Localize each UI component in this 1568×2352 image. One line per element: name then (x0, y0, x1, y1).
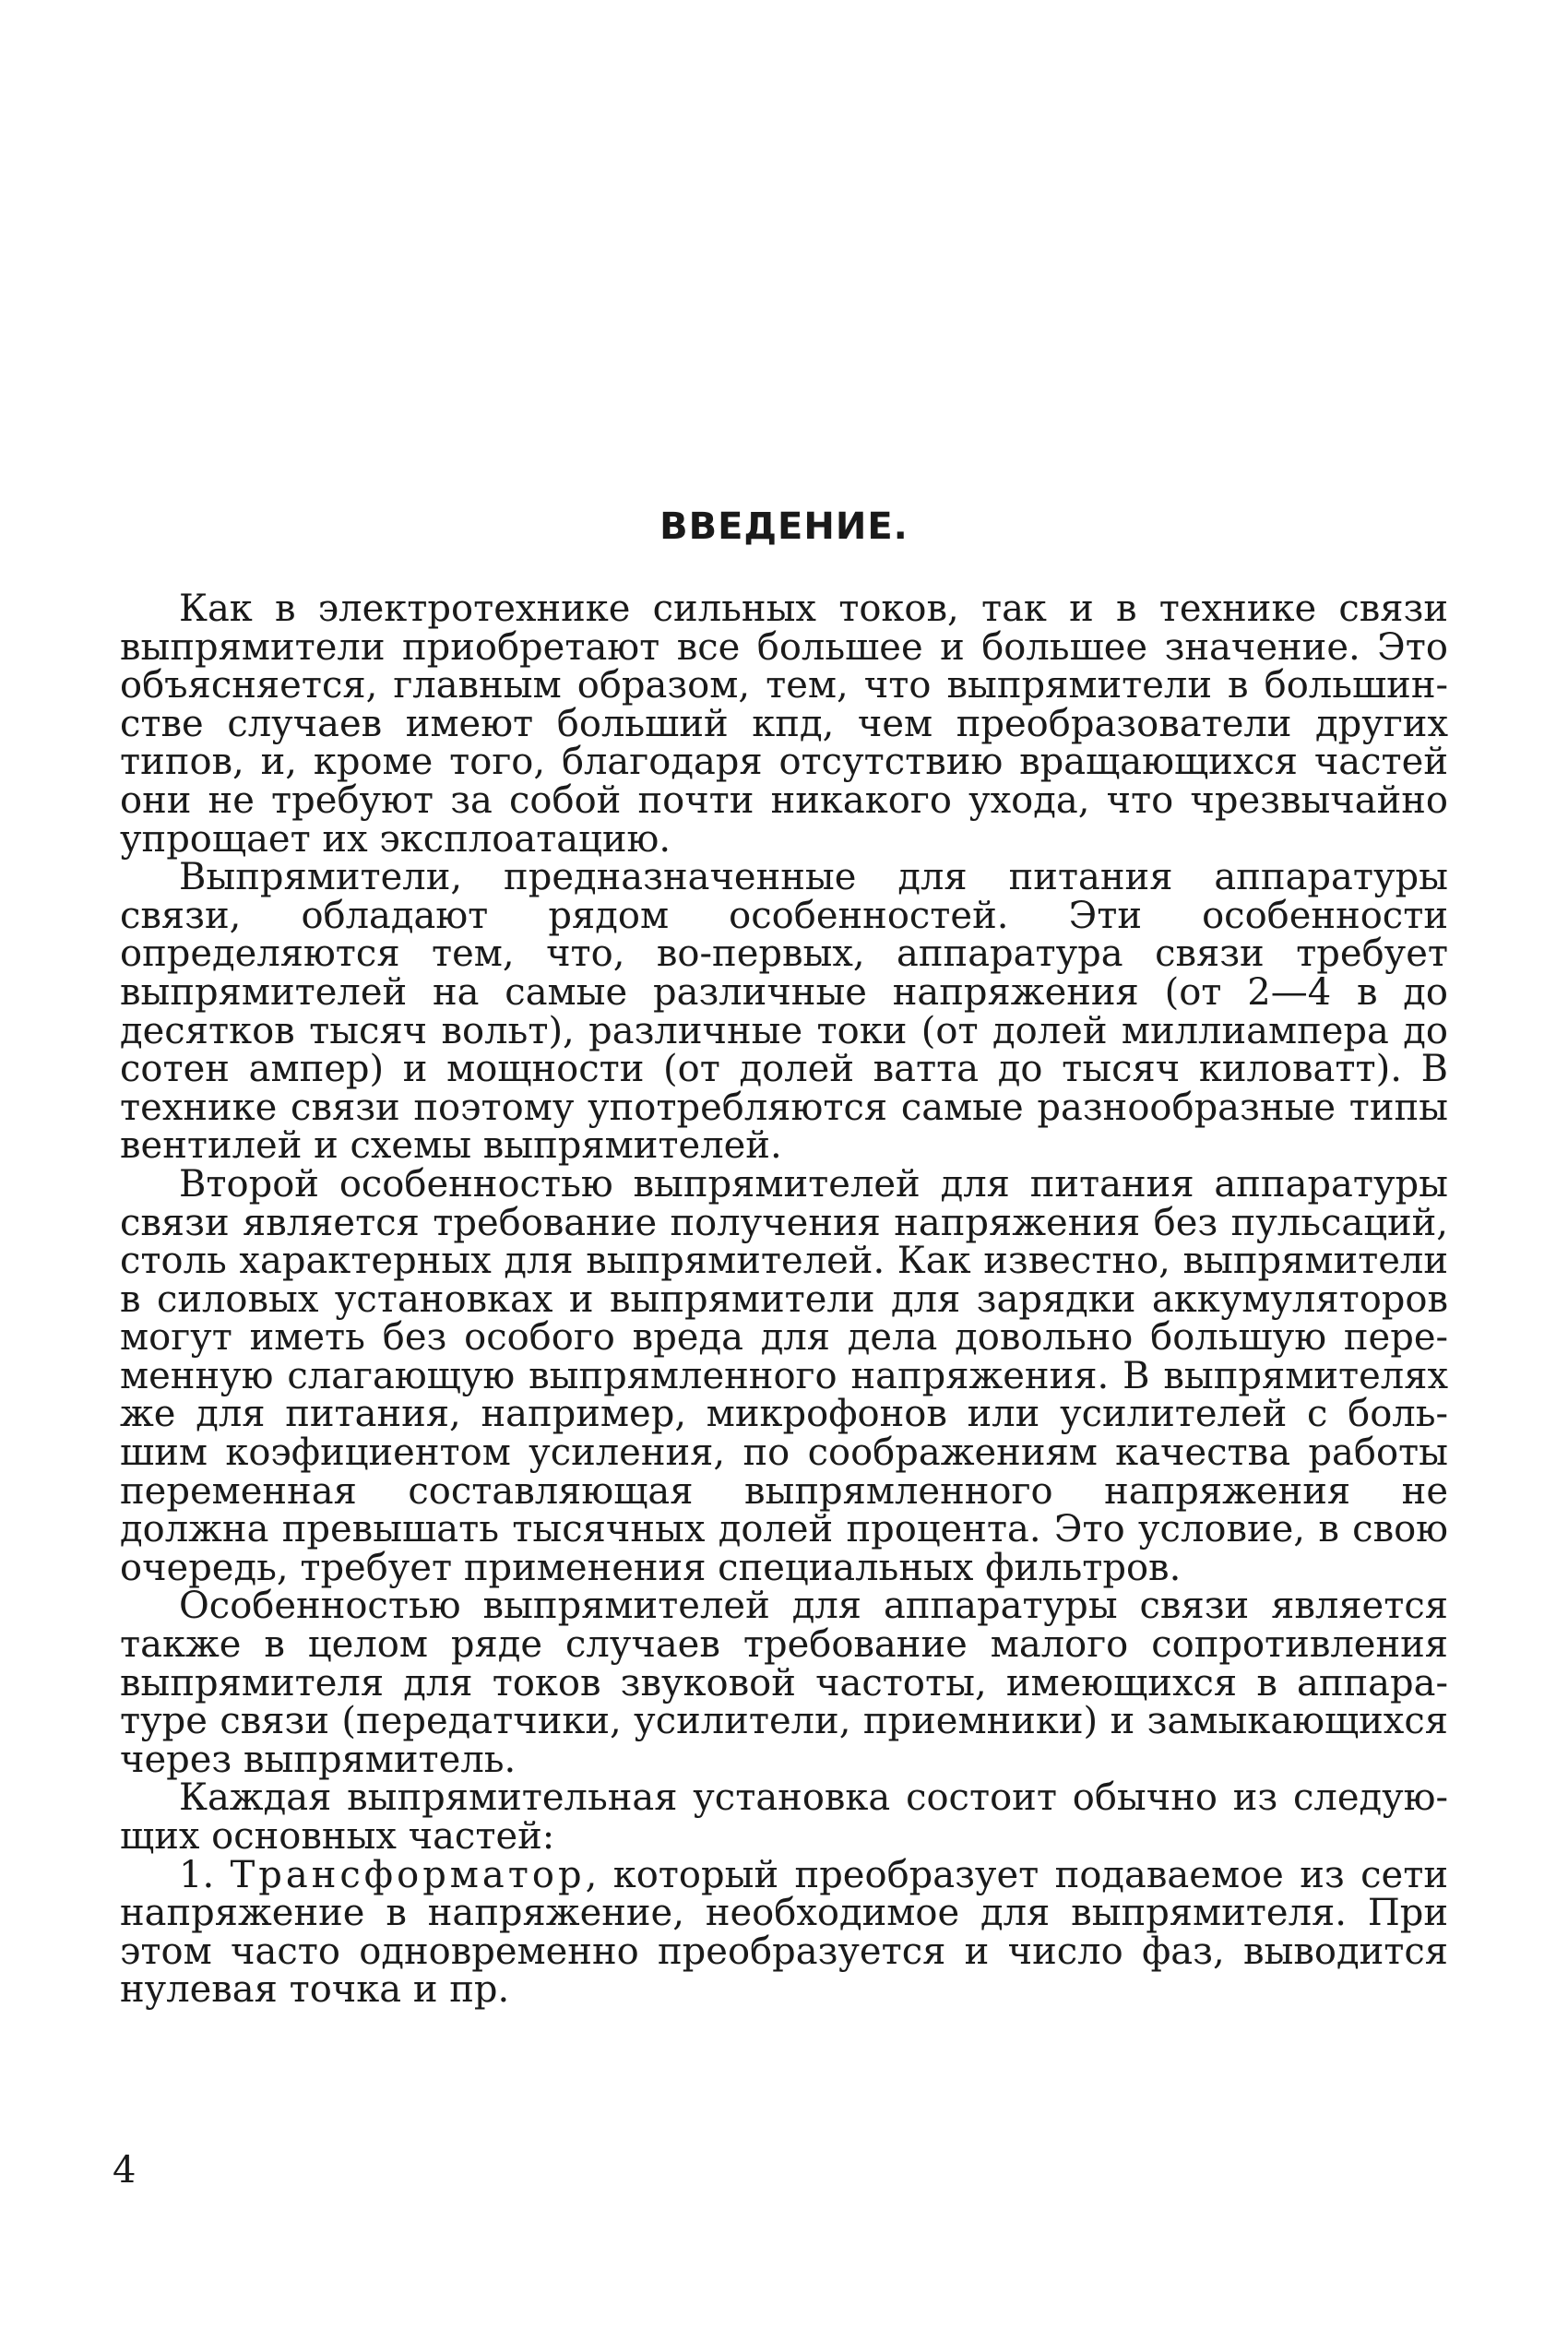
body-text (120, 590, 1448, 2010)
page-number: 4 (113, 2149, 137, 2192)
list-item-number: 1. (179, 1853, 215, 1896)
section-heading: ВВЕДЕНИЕ. (659, 505, 909, 548)
paragraph-intro: Как в электротехнике сильных токов, так и в технике связи выпрямители приобретают все большее и большее значение. Это объясняется, главным образом, тем, что выпрямители в большинстве случаев имеют больший кпд, чем преобразователи других типов, и, кроме того, благодаря отсутствию вращающихся частей они не требуют за собой почти никакого ухода, что чрезвычайно упрощает их эксплоатацию. (120, 588, 1448, 861)
list-item-text: , который преобразует подаваемое из сети напряжение в напряжение, необходимое для выпрямителя. При этом часто одновременно преобразуется и число фаз, выводится нулевая точка и пр. (120, 1853, 1449, 2012)
list-item (120, 1853, 1449, 2012)
list-item-term: Трансформатор (230, 1853, 586, 1896)
paragraph-components: Каждая выпрямительная установка состоит обычно из следующих основных частей: (120, 1776, 1448, 1858)
paragraph-features: Выпрямители, предназначенные для питания аппаратуры связи, обладают рядом особенностей. Эти особенности определяются тем, что, во-первых, аппаратура связи требует выпрямителей на самые различные напряжения (от 2—4 в до десятков тысяч вольт), различные токи (от долей миллиампера до сотен ампер) и мощности (от долей ватта до тысяч киловатт). В технике связи поэтому употребляются самые разнообразные типы вентилей и схемы выпрямителей. (120, 856, 1448, 1168)
paragraph-ripple: Второй особенностью выпрямителей для питания аппаратуры связи является требование получения напряжения без пульсаций, столь характерных для выпрямителей. Как известно, выпрямители в силовых установках и выпрямители для зарядки аккумуляторов могут иметь без особого вреда для дела довольно большую переменную слагающую выпрямленного напряжения. В выпрямителях же для питания, например, микрофонов или усилителей с большим коэфициентом усиления, по соображениям качества работы переменная составляющая выпрямленного напряжения не должна превышать тысячных долей процента. Это условие, в свою очередь, требует применения специальных фильтров. (120, 1162, 1448, 1589)
paragraph-impedance: Особенностью выпрямителей для аппаратуры связи является также в целом ряде случаев требование малого сопротивления выпрямителя для токов звуковой частоты, имеющихся в аппаратуре связи (передатчики, усилители, приемники) и замыкающихся через выпрямитель. (120, 1585, 1448, 1781)
